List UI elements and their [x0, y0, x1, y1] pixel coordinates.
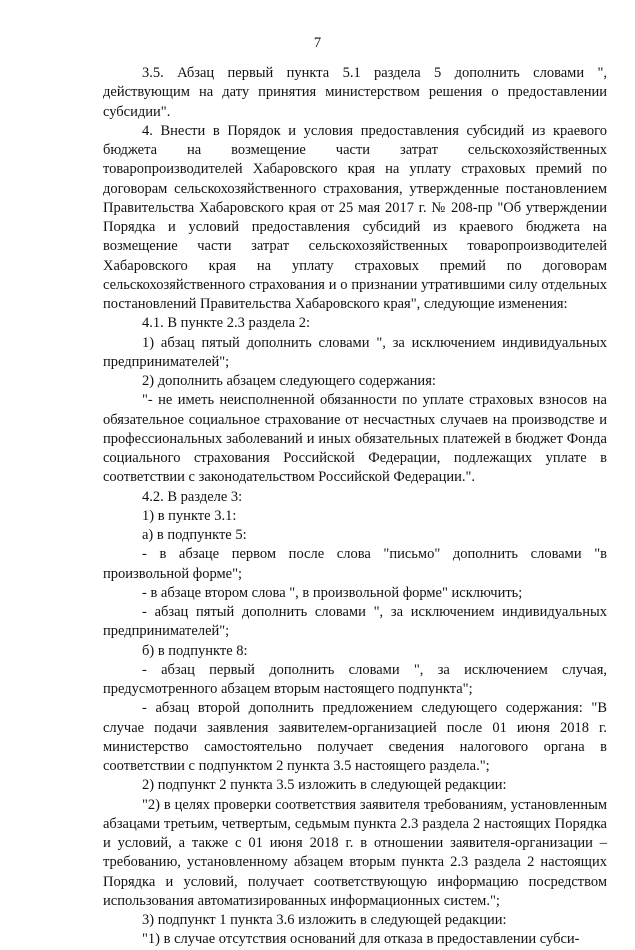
paragraph-4-2-item-1: 1) в пункте 3.1:	[142, 507, 237, 524]
paragraph-4-1: 4.1. В пункте 2.3 раздела 2:	[142, 315, 310, 332]
paragraph-subitem-a: а) в подпункте 5:	[142, 527, 247, 543]
paragraph-subitem-b: б) в подпункте 8:	[142, 642, 248, 659]
paragraph-4-2: 4.2. В разделе 3:	[142, 488, 243, 505]
paragraph-4-2-item-2: 2) подпункт 2 пункта 3.5 изложить в следующей редакции:	[142, 777, 507, 794]
paragraph-subitem-a-dash-3: - абзац пятый дополнить словами ", за исключением индивидуальных предпринимателей";	[103, 604, 607, 640]
page-number: 7	[313, 35, 322, 51]
document-body	[103, 64, 607, 950]
paragraph-subitem-b-dash-2: - абзац второй дополнить предложением следующего содержания: "В случае подачи заявления заявителем-организацией после 01 июня 2018 г. министерство самостоятельно получает сведения налогового органа в соответствии с подпунктом 2 пункта 3.5 настоящего раздела.";	[103, 700, 607, 774]
paragraph-subitem-a-dash-1: - в абзаце первом после слова "письмо" дополнить словами "в произвольной форме";	[103, 546, 607, 582]
paragraph-4-2-item-3-quote: "1) в случае отсутствия оснований для отказа в предоставлении субси-	[142, 931, 580, 948]
paragraph-4-1-item-2: 2) дополнить абзацем следующего содержания:	[142, 373, 436, 389]
paragraph-4-1-item-1: 1) абзац пятый дополнить словами ", за исключением индивидуальных предпринимателей";	[103, 334, 607, 370]
paragraph-4-2-item-3: 3) подпункт 1 пункта 3.6 изложить в следующей редакции:	[142, 912, 507, 928]
paragraph-4-2-item-2-quote: "2) в целях проверки соответствия заявителя требованиям, установленным абзацами третьим, четвертым, седьмым пункта 2.3 раздела 2 настоящих Порядка и условий, а также с 01 июня 2018 г. в отношении заявителя-организации – требованию, установленному абзацем вторым пункта 2.3 раздела 2 настоящих Порядка и условий, получает соответствующую информацию посредством использования автоматизированных информационных систем.";	[103, 796, 607, 909]
paragraph-4-1-quote: "- не иметь неисполненной обязанности по уплате страховых взносов на обязательное социальное страхование от несчастных случаев на производстве и профессиональных заболеваний и иных обязательных платежей в бюджет Фонда социального страхования Российской Федерации, подлежащих уплате в соответствии с законодательством Российской Федерации.".	[103, 392, 607, 486]
paragraph-4: 4. Внести в Порядок и условия предоставления субсидий из краевого бюджета на возмещение части затрат сельскохозяйственных товаропроизводителей Хабаровского края на уплату страховых премий по договорам сельскохозяйственного страхования, утвержденные постановлением Правительства Хабаровского края от 25 мая 2017 г. № 208-пр "Об утверждении Порядка и условий предоставления субсидий из краевого бюджета на возмещение части затрат сельскохозяйственных товаропроизводителей Хабаровского края на уплату страховых премий по договорам сельскохозяйственного страхования и о признании утратившими силу отдельных постановлений Правительства Хабаровского края", следующие изменения:	[103, 122, 607, 312]
paragraph-subitem-a-dash-2: - в абзаце втором слова ", в произвольной форме" исключить;	[142, 584, 523, 601]
paragraph-subitem-b-dash-1: - абзац первый дополнить словами ", за исключением случая, предусмотренного абзацем вторым настоящего подпункта";	[103, 661, 607, 697]
paragraph-3-5: 3.5. Абзац первый пункта 5.1 раздела 5 дополнить словами ", действующим на дату принятия министерством решения о предоставлении субсидии".	[103, 65, 607, 120]
